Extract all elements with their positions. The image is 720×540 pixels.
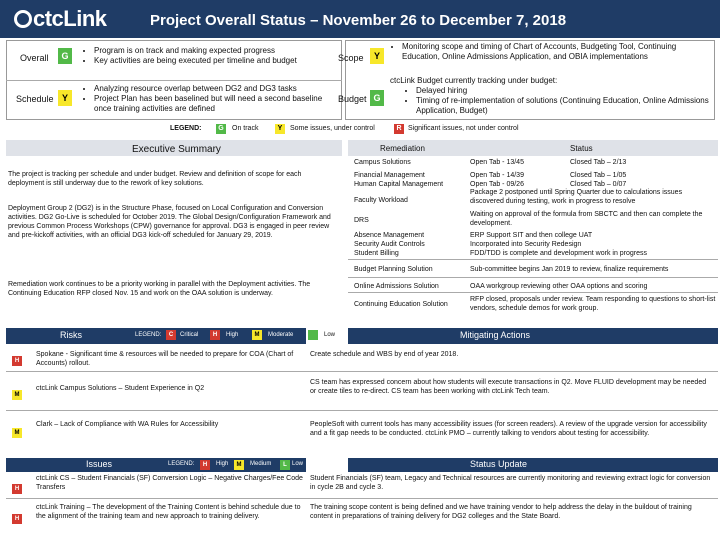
remediation-status2: Closed Tab – 2/13 bbox=[570, 159, 627, 166]
risk-level-badge: M bbox=[12, 390, 22, 400]
issue-legend-medium: M bbox=[234, 460, 244, 470]
issue-legend-low-label: Low bbox=[292, 461, 304, 467]
remediation-status2: Closed Tab – 1/05 bbox=[570, 172, 627, 179]
divider bbox=[348, 259, 718, 260]
legend-title: LEGEND: bbox=[170, 125, 202, 132]
risk-text: ctcLink Campus Solutions – Student Experience in Q2 bbox=[36, 385, 205, 392]
remediation-status: RFP closed, proposals under review. Team responding to questions to short-list vendors, schedule demos for work group. bbox=[470, 296, 716, 312]
legend-red-swatch: R bbox=[394, 124, 404, 134]
risks-legend-title: LEGEND: bbox=[135, 332, 162, 338]
issue-text: ctcLink Training – The development of the Training Content is behind schedule due to the alignment of the training team and new approach to training delivery. bbox=[36, 504, 301, 520]
remediation-item: Student Billing bbox=[354, 250, 399, 257]
remediation-item: Budget Planning Solution bbox=[354, 266, 433, 273]
remediation-item: Financial Management bbox=[354, 172, 425, 179]
issue-level-badge: H bbox=[12, 484, 22, 494]
schedule-label: Schedule bbox=[16, 94, 54, 104]
schedule-status-badge: Y bbox=[58, 90, 72, 106]
remediation-status: OAA workgroup reviewing other OAA options and scoring bbox=[470, 283, 648, 290]
remediation-status: Open Tab - 13/45 bbox=[470, 159, 524, 166]
legend-red-label: Significant issues, not under control bbox=[408, 125, 519, 132]
status-update-header-bar bbox=[348, 458, 718, 472]
remediation-item: Human Capital Management bbox=[354, 181, 444, 188]
budget-status-badge: G bbox=[370, 90, 384, 106]
remediation-header: Remediation bbox=[380, 144, 425, 153]
page-title: Project Overall Status – November 26 to December 7, 2018 bbox=[150, 12, 567, 29]
divider bbox=[6, 410, 718, 411]
remediation-status: Package 2 postponed until Spring Quarter due to calculations issues discovered during testing, work in progress to resolve bbox=[470, 189, 683, 205]
issues-legend-title: LEGEND: bbox=[168, 461, 195, 467]
risk-text: Clark – Lack of Compliance with WA Rules for Accessibility bbox=[36, 421, 219, 428]
divider bbox=[348, 292, 718, 293]
issue-legend-high-label: High bbox=[216, 461, 229, 467]
budget-label: Budget bbox=[338, 94, 367, 104]
risk-legend-moderate-label: Moderate bbox=[268, 332, 294, 338]
scope-bullets: • Monitoring scope and timing of Chart of Accounts, Budgeting Tool, Continuing Education, Online Admissions Application, and OBIA implementations bbox=[390, 42, 712, 62]
exec-summary-p3: Remediation work continues to be a priority working in parallel with the Deployment activities. The Continuing Education RFP closed Nov. 15 and work on the OAA solution is underway. bbox=[8, 281, 311, 297]
issue-legend-medium-label: Medium bbox=[250, 461, 272, 467]
remediation-status2: Closed Tab – 0/07 bbox=[570, 181, 627, 188]
remediation-status: Open Tab - 09/26 bbox=[470, 181, 524, 188]
issue-text: ctcLink CS – Student Financials (SF) Conversion Logic – Negative Charges/Fee Code Transfers bbox=[36, 475, 303, 491]
risk-level-badge: M bbox=[12, 428, 22, 438]
overall-label: Overall bbox=[20, 53, 49, 63]
legend-green-swatch: G bbox=[216, 124, 226, 134]
remediation-status-header: Status bbox=[570, 144, 593, 153]
remediation-item: Absence Management bbox=[354, 232, 425, 239]
scope-label: Scope bbox=[338, 53, 364, 63]
divider bbox=[6, 80, 342, 81]
exec-summary-p1: The project is tracking per schedule and under budget. Review and definition of scope for each deployment is still underway due to the rework of key solutions. bbox=[8, 171, 302, 187]
risk-legend-high-label: High bbox=[226, 332, 239, 338]
divider bbox=[6, 371, 718, 372]
ctclink-logo: ctcLink bbox=[14, 6, 107, 32]
remediation-status: Sub-committee begins Jan 2019 to review, finalize requirements bbox=[470, 266, 669, 273]
remediation-status: Incorporated into Security Redesign bbox=[470, 241, 582, 248]
risk-legend-high: H bbox=[210, 330, 220, 340]
scope-status-badge: Y bbox=[370, 48, 384, 64]
status-update-title: Status Update bbox=[470, 459, 528, 469]
remediation-item: Online Admissions Solution bbox=[354, 283, 439, 290]
risk-legend-critical-label: Critical bbox=[180, 332, 199, 338]
mitigating-text: PeopleSoft with current tools has many accessibility issues (for screen readers). A review of the upgrade version for accessibility and a fit gap needs to be conducted. ctcLink PMO – currently talking to vendors about testing for accessibility. bbox=[310, 421, 707, 437]
schedule-bullets: • Analyzing resource overlap between DG2 and DG3 tasks • Project Plan has been baselined but will need a second baseline once training activities are defined bbox=[82, 84, 340, 114]
mitigating-text: Create schedule and WBS by end of year 2018. bbox=[310, 351, 459, 358]
remediation-status: FDD/TDD is complete and development work in progress bbox=[470, 250, 648, 257]
issues-title: Issues bbox=[86, 459, 113, 469]
remediation-status: Waiting on approval of the formula from SBCTC and then can complete the development. bbox=[470, 211, 703, 227]
exec-summary-p2: Deployment Group 2 (DG2) is in the Structure Phase, focused on Local Configuration and Conversion activities. DG2 Go-Live is scheduled for October 2019. The Global Design/Configuration Framework and previous Common Process Workshops (CPW) governance for approval. DG3 is engaged in peer review and pre-kickoff activities, with an official DG3 kick-off scheduled for January 29, 2019. bbox=[8, 205, 331, 239]
remediation-item: DRS bbox=[354, 217, 369, 224]
divider bbox=[348, 277, 718, 278]
overall-bullets: • Program is on track and making expected progress • Key activities are being executed per timeline and budget bbox=[82, 46, 340, 66]
status-update-text: Student Financials (SF) team, Legacy and Technical resources are currently monitoring and reviewing extract logic for conversion in cycle 2B and cycle 3. bbox=[310, 475, 711, 491]
risk-text: Spokane - Significant time & resources will be needed to prepare for COA (Chart of Accounts) rollout. bbox=[36, 351, 294, 367]
issue-legend-high: H bbox=[200, 460, 210, 470]
mitigating-title: Mitigating Actions bbox=[460, 330, 531, 340]
risks-title: Risks bbox=[60, 330, 82, 340]
legend-green-label: On track bbox=[232, 125, 259, 132]
budget-bullets: • Delayed hiring • Timing of re-implementation of solutions (Continuing Education, Online Admissions Application, Budget) bbox=[404, 86, 712, 116]
risk-level-badge: H bbox=[12, 356, 22, 366]
remediation-item: Continuing Education Solution bbox=[354, 301, 448, 308]
risk-legend-low-label: Low bbox=[324, 332, 336, 338]
status-update-text: The training scope content is being defined and we have training vendor to help address the delay in the buildout of training content in preparations of training delivery for DG2 colleges and the State Board. bbox=[310, 504, 692, 520]
divider bbox=[6, 498, 718, 499]
risk-legend-moderate: M bbox=[252, 330, 262, 340]
overall-status-badge: G bbox=[58, 48, 72, 64]
remediation-status: ERP Support SIT and then college UAT bbox=[470, 232, 593, 239]
remediation-status: Open Tab - 14/39 bbox=[470, 172, 524, 179]
mitigating-text: CS team has expressed concern about how students will execute transactions in Q2. Move FLUID development may be needed or create tiles to re-direct. CS team has been working with ctcLink Tech team. bbox=[310, 379, 707, 395]
budget-intro: ctcLink Budget currently tracking under budget: bbox=[390, 76, 558, 85]
mitigating-header-bar bbox=[348, 328, 718, 344]
remediation-item: Security Audit Controls bbox=[354, 241, 425, 248]
issue-legend-low: L bbox=[280, 460, 290, 470]
risk-legend-low-swatch bbox=[308, 330, 318, 340]
legend-yellow-swatch: Y bbox=[275, 124, 285, 134]
remediation-item: Faculty Workload bbox=[354, 197, 408, 204]
legend-yellow-label: Some issues, under control bbox=[290, 125, 375, 132]
issue-level-badge: H bbox=[12, 514, 22, 524]
exec-summary-title: Executive Summary bbox=[132, 144, 221, 155]
remediation-item: Campus Solutions bbox=[354, 159, 411, 166]
risk-legend-critical: C bbox=[166, 330, 176, 340]
